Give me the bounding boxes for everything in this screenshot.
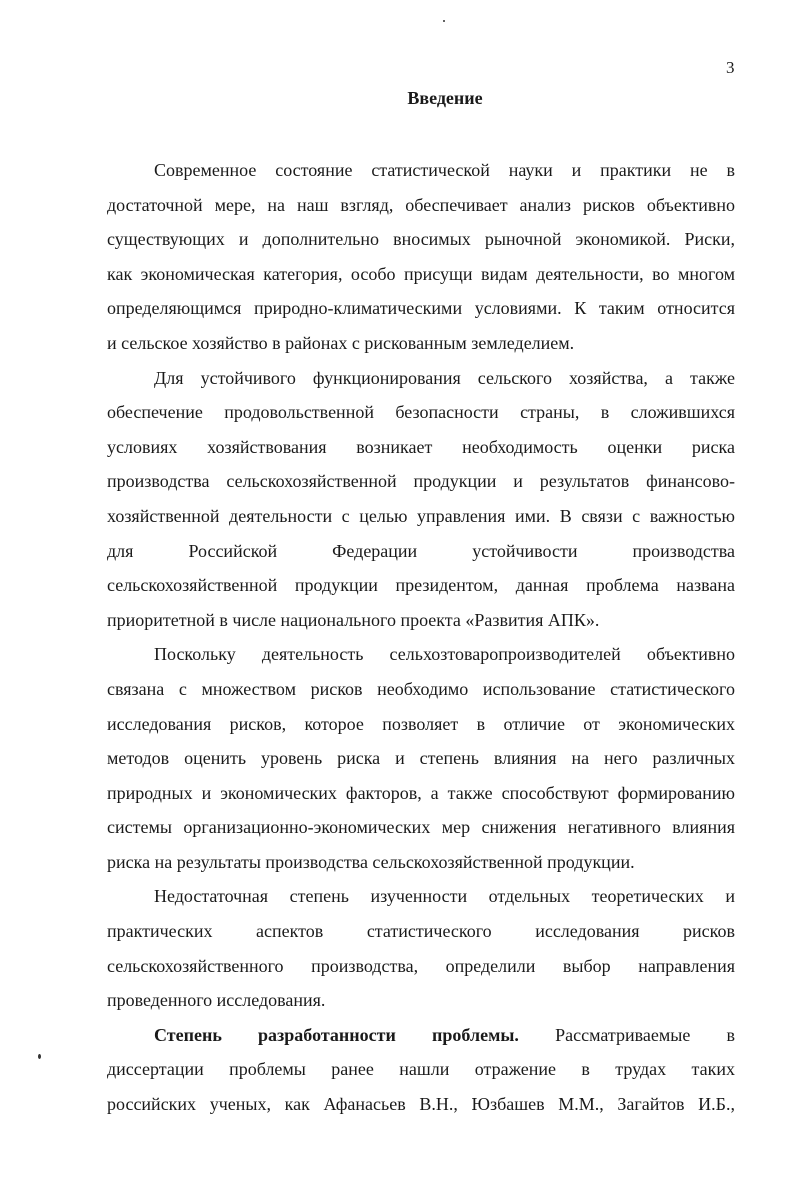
text-line: Современное состояние статистической науки и практики не в: [154, 160, 735, 180]
text-fragment: Рассматриваемые в: [555, 1024, 736, 1045]
text-line: Поскольку деятельность сельхозтоваропроизводителей объективно: [154, 644, 735, 665]
text-line: как экономическая категория, особо присущи видам деятельности, во многом: [107, 263, 735, 284]
text-line: Недостаточная степень изученности отдельных теоретических и: [154, 886, 735, 907]
text-line: практических аспектов статистического исследования рисков: [107, 921, 735, 942]
page-number: 3: [726, 58, 735, 77]
text-line: Для устойчивого функционирования сельского хозяйства, а также: [154, 367, 735, 388]
text-line: природных и экономических факторов, а также способствуют формированию: [107, 782, 735, 803]
text-line: и сельское хозяйство в районах с рискованным земледелием.: [107, 332, 575, 353]
text-line: методов оценить уровень риска и степень влияния на него различных: [107, 748, 735, 769]
text-line: обеспечение продовольственной безопасности страны, в сложившихся: [107, 402, 735, 423]
text-line: производства сельскохозяйственной продукции и результатов финансово-: [107, 471, 735, 492]
text-line: определяющимся природно-климатическими условиями. К таким относится: [107, 298, 735, 319]
text-line: условиях хозяйствования возникает необходимость оценки риска: [107, 436, 735, 457]
text-line: связана с множеством рисков необходимо использование статистического: [107, 678, 735, 699]
text-line: [107, 1018, 735, 1053]
page-title: Введение: [407, 88, 483, 108]
text-line: проведенного исследования.: [107, 990, 326, 1011]
text-line: исследования рисков, которое позволяет в отличие от экономических: [107, 713, 735, 734]
scan-speck: [443, 20, 445, 22]
body-text: [107, 153, 735, 1122]
text-line: хозяйственной деятельности с целью управления ими. В связи с важностью: [107, 505, 735, 526]
text-line: сельскохозяйственной продукции президентом, данная проблема названа: [107, 575, 735, 596]
text-line: достаточной мере, на наш взгляд, обеспечивает анализ рисков объективно: [107, 194, 735, 215]
section-lead: Степень разработанности проблемы.: [154, 1024, 519, 1045]
text-line: для Российской Федерации устойчивости производства: [107, 540, 735, 561]
text-line: сельскохозяйственного производства, определили выбор направления: [107, 955, 735, 976]
text-line: системы организационно-экономических мер снижения негативного влияния: [107, 817, 735, 838]
text-line: существующих и дополнительно вносимых рыночной экономикой. Риски,: [107, 229, 735, 250]
scan-speck: [38, 1054, 41, 1059]
text-line: российских ученых, как Афанасьев В.Н., Юзбашев М.М., Загайтов И.Б.,: [107, 1094, 735, 1115]
text-line: риска на результаты производства сельскохозяйственной продукции.: [107, 851, 635, 872]
text-line: приоритетной в числе национального проекта «Развития АПК».: [107, 609, 600, 630]
text-line: диссертации проблемы ранее нашли отражение в трудах таких: [107, 1059, 735, 1080]
